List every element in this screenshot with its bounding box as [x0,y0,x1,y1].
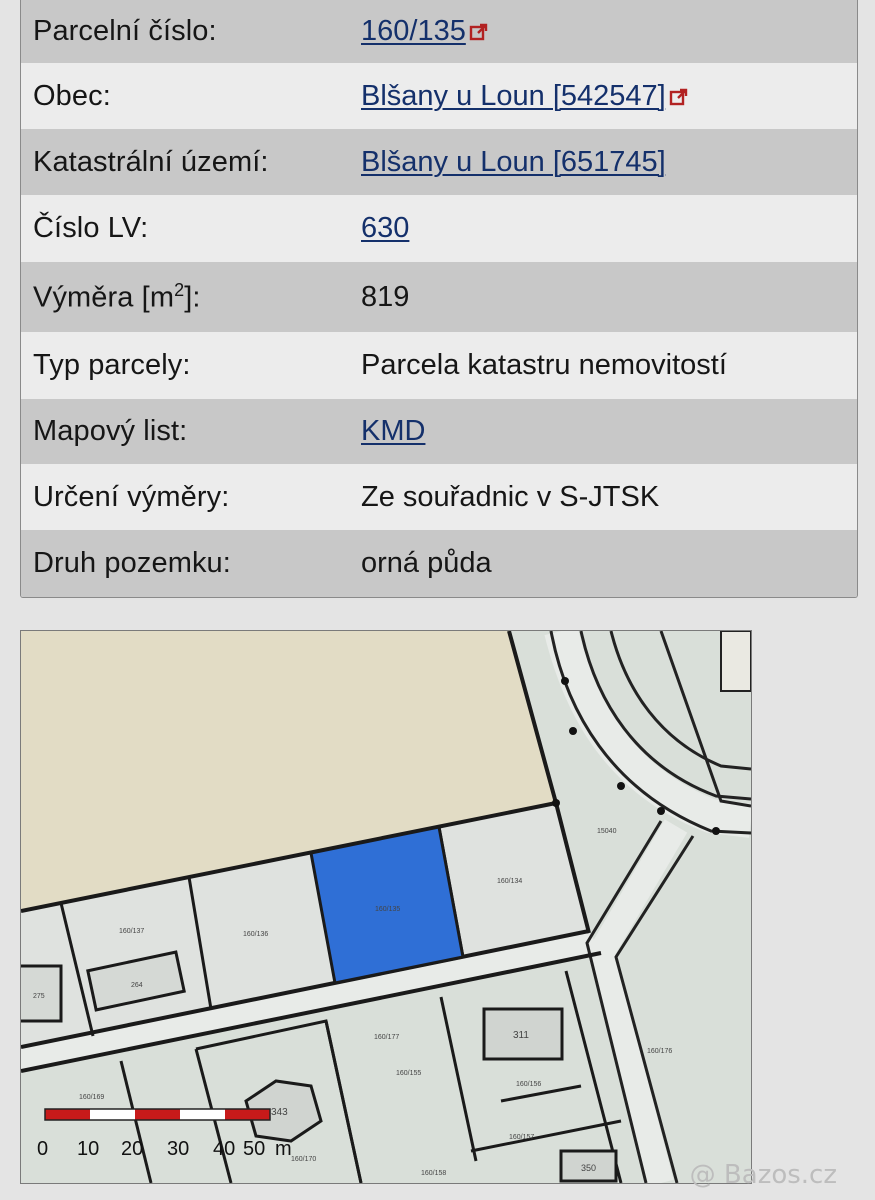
parcel-label: 160/157 [509,1134,535,1141]
row-area [21,262,857,332]
label-area-determination: Určení výměry: [33,480,230,513]
parcel-label-selected: 160/135 [375,906,401,913]
row-parcel-number [21,0,857,63]
scale-tick-label: 40 [213,1138,236,1160]
area-value: 819 [361,280,410,313]
map-sheet-link[interactable]: KMD [361,415,426,447]
building-label: 264 [131,982,143,989]
municipality-link[interactable]: Blšany u Loun [542547] [361,79,666,112]
building-label: 350 [581,1163,597,1173]
scale-tick-label: 0 [37,1138,49,1160]
cadastral-map[interactable] [20,630,752,1184]
parcel-number-link[interactable]: 160/135 [361,15,466,47]
building-label: 343 [271,1107,288,1118]
parcel-info-table [20,0,858,598]
cadastral-map-svg [21,631,751,1183]
row-area-determination [21,464,857,530]
parcel-label: 160/177 [374,1034,400,1041]
parcel-label: 160/134 [497,878,523,885]
land-type-value: orná půda [361,547,492,579]
row-parcel-type [21,332,857,399]
parcel-label: 160/137 [119,928,145,935]
parcel-label: 160/170 [291,1156,317,1163]
label-parcel-type: Typ parcely: [33,349,191,381]
parcel-label: 160/155 [396,1070,422,1077]
area-determination-value: Ze souřadnic v S-JTSK [361,480,660,513]
parcel-label: 160/136 [243,931,269,938]
building-label: 275 [33,993,45,1000]
bazos-watermark: @ Bazos.cz [689,1160,837,1190]
scale-segment [180,1109,225,1120]
building-label: 311 [513,1030,529,1041]
parcel-label: 160/158 [421,1170,447,1177]
row-cadastral-area [21,129,857,195]
scale-tick-label: 50 [243,1138,266,1160]
scale-unit: m [275,1138,292,1160]
selected-parcel[interactable] [311,827,463,983]
label-cadastral-area: Katastrální území: [33,145,269,178]
scale-segment [225,1109,270,1120]
cadastral-area-link[interactable]: Blšany u Loun [651745] [361,145,666,178]
parcel-label: 160/169 [79,1094,105,1101]
scale-bar [45,1109,270,1120]
parcel-label: 160/156 [516,1081,542,1088]
label-land-type: Druh pozemku: [33,547,231,579]
corner-parcel [721,631,751,691]
row-map-sheet [21,399,857,464]
label-area: Výměra $[m^2]$: [33,279,201,314]
scale-tick-label: 10 [77,1138,100,1160]
at-icon: @ [689,1160,716,1190]
row-municipality [21,63,857,129]
external-link-icon[interactable] [669,87,689,107]
row-lv-number [21,195,857,262]
scale-segment [45,1109,90,1120]
scale-segment [90,1109,135,1120]
parcel-label: 160/176 [647,1048,673,1055]
external-link-icon[interactable] [469,22,489,42]
scale-tick-label: 30 [167,1138,190,1160]
lv-number-link[interactable]: 630 [361,212,410,244]
label-map-sheet: Mapový list: [33,415,188,447]
label-parcel-number: Parcelní číslo: [33,15,217,47]
scale-tick-label: 20 [121,1138,144,1160]
parcel-label: 15040 [597,828,617,835]
parcel-type-value: Parcela katastru nemovitostí [361,349,727,381]
label-lv-number: Číslo LV: [33,212,149,244]
scale-segment [135,1109,180,1120]
row-land-type [21,530,857,597]
label-municipality: Obec: [33,79,111,112]
